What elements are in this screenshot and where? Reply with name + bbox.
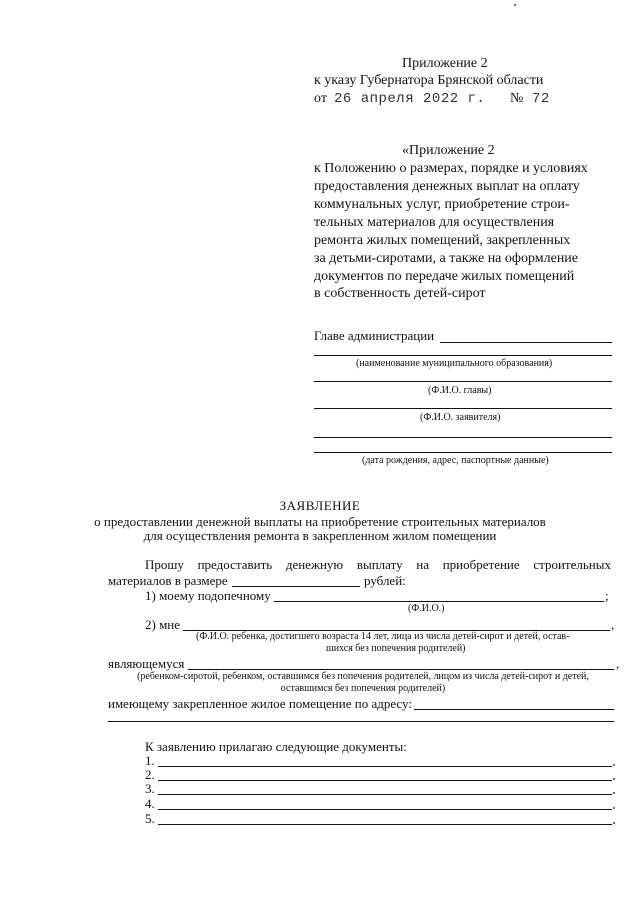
attachment-number: 2. [145,767,155,782]
ward-name-field[interactable] [274,601,604,602]
appendix-line: в собственность детей-сирот [314,286,486,301]
attachment-number: 1. [145,753,155,768]
decree-date: 26 апреля 2022 г. [334,91,486,107]
appendix-line: тельных материалов для осуществления [314,215,555,230]
attachments-intro: К заявлению прилагаю следующие документы: [145,739,407,754]
appendix-label: Приложение 2 [402,56,488,71]
appendix-line: документов по передаче жилых помещений [314,269,575,284]
attachment-number: 5. [145,811,155,826]
request-line: Прошу предоставить денежную выплату на приобретение строительных [145,557,611,572]
fio-caption: (Ф.И.О.) [408,603,445,614]
head-name-field[interactable] [314,381,612,382]
status-caption-line1: (ребенком-сиротой, ребенком, оставшимся без попечения родителей, лицом из числа детей-сирот и детей, [137,671,589,682]
applicant-details-field-1[interactable] [314,437,612,438]
applicant-name-field[interactable] [314,408,612,409]
address-label: имеющему закрепленное жилое помещение по адресу: [108,696,412,711]
being-end: , [616,656,620,671]
addressee-field[interactable] [440,342,612,343]
applicant-details-field-2[interactable] [314,452,612,453]
decree-number: 72 [532,91,550,107]
attachment-field-3[interactable] [158,794,612,795]
option1-end: ; [605,588,609,603]
line-end-dot [613,764,615,766]
child-caption-line2: шихся без попечения родителей) [326,643,466,654]
municipality-field[interactable] [314,355,612,356]
amount-label: материалов в размере [108,573,228,588]
appendix-line: ремонта жилых помещений, закрепленных [314,233,571,248]
option2-end: , [611,617,615,632]
appendix-line: к Положению о размерах, порядке и условиях [314,161,588,176]
child-caption-line1: (Ф.И.О. ребенка, достигшего возраста 14 лет, лица из числа детей-сирот и детей, остав- [196,631,570,642]
amount-field[interactable] [232,586,360,587]
option2-label: 2) мне [145,617,181,632]
status-caption-line2: оставшимся без попечения родителей) [280,683,446,694]
line-end-dot [613,778,615,780]
statement-title: ЗАЯВЛЕНИЕ [279,498,361,513]
attachment-field-4[interactable] [158,809,612,810]
option1-label: 1) моему подопечному [145,588,271,603]
appendix-line: предоставления денежных выплат на оплату [314,179,580,194]
attachment-field-1[interactable] [158,766,612,767]
decree-reference: к указу Губернатора Брянской области [314,73,544,88]
attachment-field-5[interactable] [158,824,612,825]
status-field[interactable] [188,669,614,670]
scan-speck [514,4,516,6]
addressee-label: Главе администрации [314,328,435,343]
appendix-line: коммунальных услуг, приобретение строи- [314,197,570,212]
date-prefix: от [314,91,327,106]
applicant-details-caption: (дата рождения, адрес, паспортные данные) [362,455,549,466]
attachment-field-2[interactable] [158,780,612,781]
address-field-2[interactable] [108,721,614,722]
line-end-dot [613,822,615,824]
head-name-caption: (Ф.И.О. главы) [428,385,492,396]
being-label: являющемуся [108,656,185,671]
statement-subtitle-line2: для осуществления ремонта в закрепленном жилом помещении [143,528,497,543]
line-end-dot [613,807,615,809]
address-field-1[interactable] [414,709,614,710]
statement-subtitle-line1: о предоставлении денежной выплаты на приобретение строительных материалов [94,514,546,529]
appendix-block-title: «Приложение 2 [402,143,495,158]
line-end-dot [613,792,615,794]
attachment-number: 3. [145,781,155,796]
appendix-line: за детьми-сиротами, а также на оформление [314,251,579,266]
amount-unit: рублей: [364,573,406,588]
applicant-name-caption: (Ф.И.О. заявителя) [420,412,501,423]
municipality-caption: (наименование муниципального образования) [356,358,553,369]
number-prefix: № [510,91,524,106]
attachment-number: 4. [145,796,155,811]
